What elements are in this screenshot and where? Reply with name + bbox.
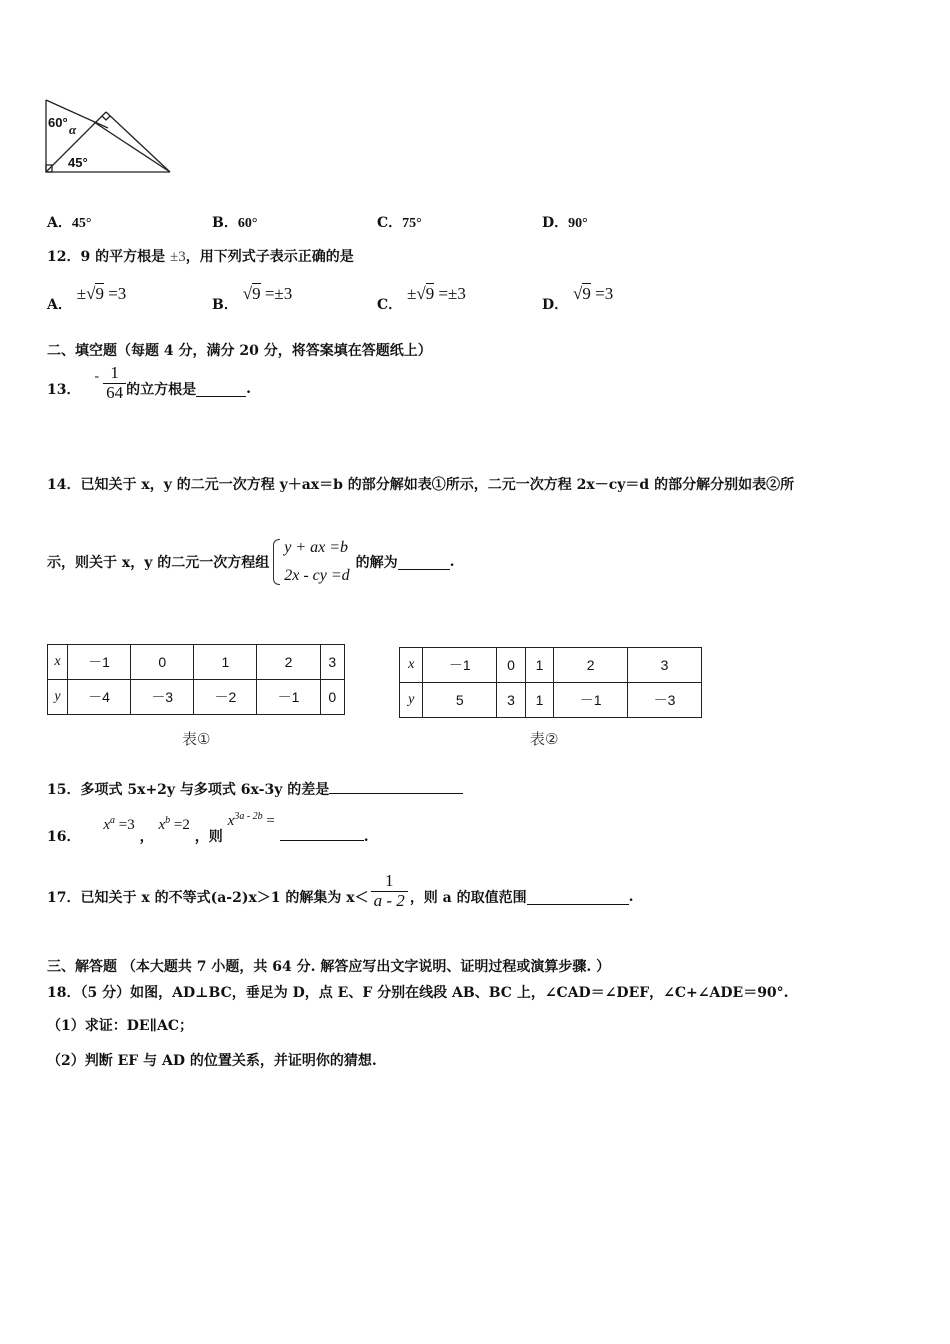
angle-60-label: 60°	[48, 115, 68, 130]
sqrt-icon: √9	[573, 284, 591, 303]
q15: 15．多项式 5x+2y 与多项式 6x-3y 的差是	[47, 779, 463, 799]
q11-option-b: B． 60°	[212, 215, 258, 231]
q12-option-d: D． √9 =3	[542, 284, 614, 313]
figure-hyp	[106, 112, 170, 172]
angle-45-label: 45°	[68, 155, 88, 170]
equation-brace-icon	[273, 539, 280, 585]
right-angle-mark-top	[102, 116, 110, 120]
q17-fraction: $\frac{1}{a - 2}$	[371, 872, 408, 910]
q14-line2: 示，则关于 x，y 的二元一次方程组 y + ax =b 2x - cy =d 的解为 .	[47, 534, 455, 590]
q14-answer-blank[interactable]	[398, 555, 450, 570]
q15-answer-blank[interactable]	[329, 779, 463, 794]
geometry-figure	[40, 94, 180, 180]
sqrt-icon: √9	[416, 284, 435, 303]
q13: 13． - $\frac{1}{64}$ 的立方根是 .	[47, 363, 252, 402]
table-2-caption: 表②	[530, 730, 559, 748]
q11-option-c: C． 75°	[377, 215, 422, 231]
angle-alpha-label: α	[69, 122, 77, 137]
q12-option-b: B． √9 =±3	[212, 284, 293, 313]
sqrt-icon: √9	[242, 284, 261, 303]
table-row: x －1 0 1 2 3	[400, 648, 702, 683]
q12-option-a: A． ±√9 =3	[47, 284, 127, 313]
table-row: y －4 －3 －2 －1 0	[48, 680, 345, 715]
q17-answer-blank[interactable]	[527, 890, 629, 905]
figure-inner	[94, 122, 170, 172]
system-eq1: y + ax =b	[284, 539, 349, 556]
table-1-caption: 表①	[182, 730, 211, 748]
q11-option-d: D． 90°	[542, 215, 588, 231]
q18-part2: （2）判断 EF 与 AD 的位置关系，并证明你的猜想.	[47, 1053, 377, 1069]
table-2	[399, 647, 702, 718]
q13-fraction: $\frac{1}{64}$	[103, 364, 126, 402]
q16: 16． $x^a =3$ ， $x^b =2$ ，则 $x^{3a - 2b}$ = .	[47, 811, 369, 845]
q12-stem: 12．9 的平方根是 ±3，用下列式子表示正确的是	[47, 249, 354, 265]
table-1	[47, 644, 345, 715]
q18-stem: 18．（5 分）如图，AD⊥BC，垂足为 D，点 E、F 分别在线段 AB、BC 上，∠CAD＝∠DEF，∠C+∠ADE＝90°.	[47, 985, 789, 1001]
sqrt-icon: √9	[86, 284, 104, 303]
q18-part1: （1）求证：DE∥AC；	[47, 1018, 193, 1034]
table-row: y 5 3 1 －1 －3	[400, 683, 702, 718]
q14-line1: 14．已知关于 x，y 的二元一次方程 y＋ax＝b 的部分解如表①所示，二元一次方程 2x－cy＝d 的部分解分别如表②所	[47, 477, 795, 493]
section3-title: 三、解答题 （本大题共 7 小题，共 64 分. 解答应写出文字说明、证明过程或演算步骤. ）	[47, 959, 611, 975]
q11-option-a: A． 45°	[47, 215, 92, 231]
q17: 17．已知关于 x 的不等式(a-2)x＞1 的解集为 x＜ $\frac{1}{a - 2}$ ，则 a 的取值范围 .	[47, 871, 634, 910]
q12-pm3: ±3	[169, 249, 186, 265]
section2-title: 二、填空题（每题 4 分，满分 20 分，将答案填在答题纸上）	[47, 343, 432, 359]
q13-answer-blank[interactable]	[196, 382, 246, 397]
q16-answer-blank[interactable]	[280, 826, 364, 841]
system-eq2: 2x - cy =d	[284, 567, 350, 584]
q12-option-c: C． ±√9 =±3	[377, 284, 466, 313]
table-row: x －1 0 1 2 3	[48, 645, 345, 680]
